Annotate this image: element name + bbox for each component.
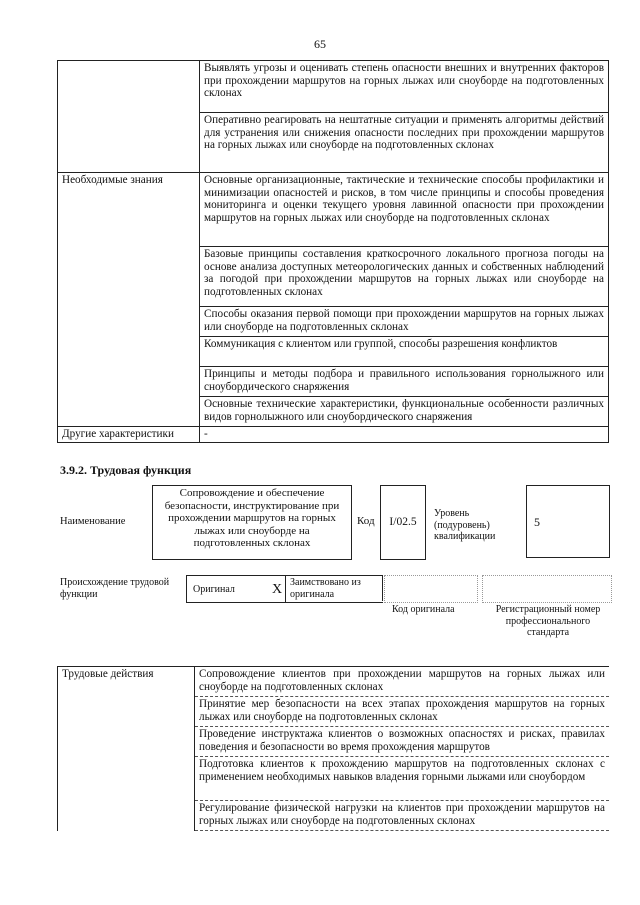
row-value: Основные организационные, тактические и технические способы профилактики и минимизации опасностей и рисков, в том числе принципы и способы проведения мониторинга и оценки текущего уровня лавинной опасности при прохождении маршрутов на горных лыжах или сноуборде на подготовленных склонах	[200, 173, 609, 247]
row-value: Коммуникация с клиентом или группой, способы разрешения конфликтов	[200, 337, 609, 367]
cell-divider	[285, 576, 286, 602]
row-value: Сопровождение клиентов при прохождении маршрутов на горных лыжах или сноуборде на подготовленных склонах	[195, 667, 610, 697]
labour-actions-table	[57, 666, 609, 831]
table-row	[58, 61, 609, 113]
row-value: -	[200, 427, 609, 443]
row-value: Оперативно реагировать на нештатные ситуации и применять алгоритмы действий для устранения или снижения опасности последних при прохождении маршрутов на горных лыжах или сноуборде на подготовленных склонах	[200, 113, 609, 173]
level-value: 5	[526, 485, 610, 558]
name-value: Сопровождение и обеспечение безопасности, инструктирование при прохождении маршрутов на горных лыжах или сноуборде на подготовленных склонах	[152, 485, 352, 560]
row-label: Необходимые знания	[58, 173, 200, 427]
row-value: Базовые принципы составления краткосрочного локального прогноза погоды на основе анализа доступных метеорологических данных и собственных наблюдений за погодой при прохождении маршрутов на горных лыжах или сноуборде на подготовленных склонах	[200, 247, 609, 307]
row-value: Регулирование физической нагрузки на клиентов при прохождении маршрутов на горных лыжах или сноуборде на подготовленных склонах	[195, 801, 610, 831]
code-original-caption: Код оригинала	[392, 604, 455, 615]
row-label	[58, 61, 200, 173]
row-value: Принципы и методы подбора и правильного использования горнолыжного или сноубордического снаряжения	[200, 367, 609, 397]
row-value: Выявлять угрозы и оценивать степень опасности внешних и внутренних факторов при прохождении маршрутов на горных лыжах или сноуборде на подготовленных склонах	[200, 61, 609, 113]
section-heading: 3.9.2. Трудовая функция	[60, 463, 192, 477]
origin-label: Происхождение трудовой функции	[60, 577, 170, 600]
cell-divider	[382, 575, 383, 601]
row-label: Другие характеристики	[58, 427, 200, 443]
page-number: 65	[314, 37, 326, 51]
table-row	[58, 427, 609, 443]
row-value: Принятие мер безопасности на всех этапах прохождения маршрутов на горных лыжах или сноуборде на подготовленных склонах	[195, 697, 610, 727]
row-label: Трудовые действия	[58, 667, 195, 831]
borrowed-label: Заимствовано из оригинала	[290, 577, 361, 600]
knowledge-table	[57, 60, 609, 443]
row-value: Основные технические характеристики, функциональные особенности различных видов горнолыжного или сноубордического снаряжения	[200, 397, 609, 427]
row-value: Подготовка клиентов к прохождению маршрутов на подготовленных склонах с применением необходимых навыков владения горными лыжами или сноубордом	[195, 757, 610, 801]
origin-box	[186, 575, 383, 603]
original-label: Оригинал	[193, 584, 235, 595]
row-value: Способы оказания первой помощи при прохождении маршрутов на горных лыжах или сноуборде на подготовленных склонах	[200, 307, 609, 337]
original-mark: X	[271, 582, 283, 597]
name-label: Наименование	[60, 516, 126, 527]
table-row	[58, 173, 609, 247]
code-original-box	[384, 575, 478, 603]
reg-number-box	[482, 575, 612, 603]
row-value: Проведение инструктажа клиентов о возможных опасностях и рисках, правилах поведения и безопасности во время прохождения маршрутов	[195, 727, 610, 757]
level-label: Уровень (подуровень) квалификации	[434, 508, 496, 542]
code-value: I/02.5	[380, 485, 426, 560]
reg-number-caption: Регистрационный номер профессионального стандарта	[495, 604, 601, 638]
code-label: Код	[357, 515, 375, 527]
table-row	[58, 667, 610, 697]
